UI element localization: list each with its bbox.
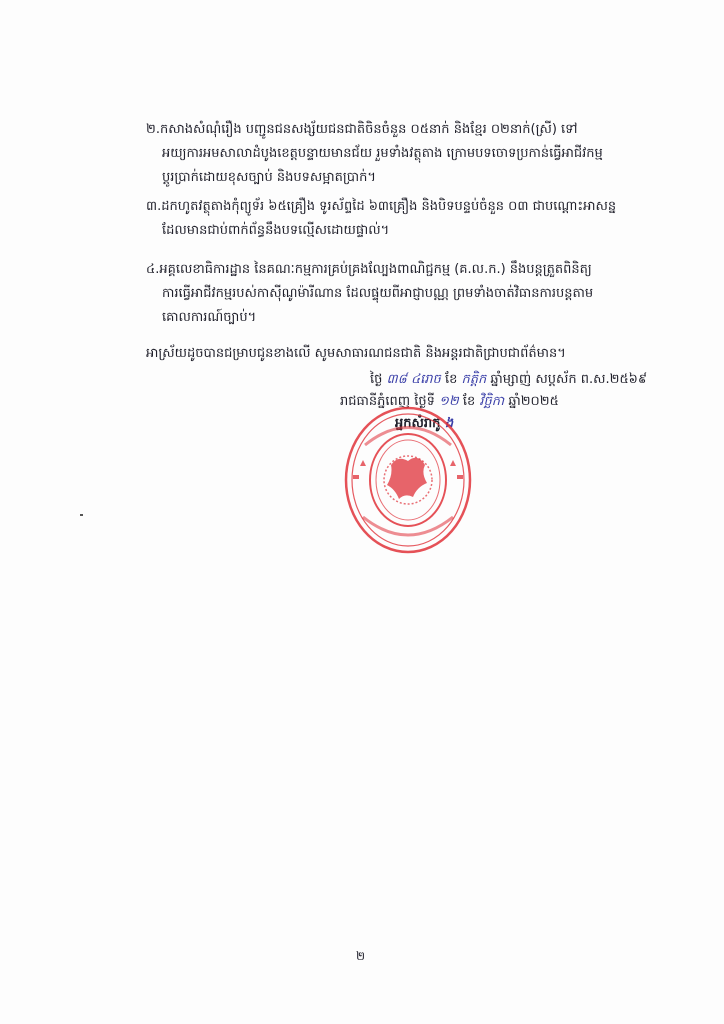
civil-month-prefix: ខែ: [462, 394, 476, 409]
list-item-line: ប្តូរប្រាក់ដោយខុសច្បាប់ និងបទសម្អាតប្រាក់។: [162, 170, 376, 185]
lunar-month-prefix: ខែ: [444, 372, 458, 387]
civil-day-handwritten: ១២: [439, 394, 459, 409]
list-item-line: អយ្យការអមសាលាដំបូងខេត្តបន្ទាយមានជ័យ រួមទាំងវត្ថុតាង ក្រោមបទចោទប្រកាន់ធ្វើអាជីវកម្ម: [162, 146, 603, 161]
list-item-line: គោលការណ៍ច្បាប់។: [162, 310, 257, 325]
signer-handwritten: ង: [444, 416, 454, 431]
civil-suffix: ឆ្នាំ២០២៥: [508, 394, 559, 409]
list-item-line: ៣.ដកហូតវត្ថុតាងកុំព្យូទ័រ ៦៥គ្រឿង ទូរស័ព្ទដៃ ៦៣គ្រឿង និងបិទបន្ទប់ចំនួន ០៣ ជាបណ្តោះអាសន្ន: [146, 199, 617, 214]
lunar-date: [370, 369, 647, 391]
list-item-line: ២.កសាងសំណុំរឿង បញ្ជូនជនសង្ស័យជនជាតិចិនចំនួន ០៥នាក់ និងខ្មែរ ០២នាក់(ស្រី) ទៅ: [146, 122, 578, 137]
lunar-suffix: ឆ្នាំម្សាញ់ សប្តស័ក ព.ស.២៥៦៩: [490, 372, 648, 387]
civil-month-handwritten: វិច្ឆិកា: [479, 394, 505, 409]
list-item-line: ៤.អគ្គលេខាធិការដ្ឋាន នៃគណៈកម្មការគ្រប់គ្រងល្បែងពាណិជ្ជកម្ម (គ.ល.ក.) នឹងបន្តត្រួតពិនិត្យ: [146, 262, 592, 277]
list-item-line: ដែលមានជាប់ពាក់ព័ន្ធនឹងបទល្មើសដោយផ្ទាល់។: [162, 223, 390, 238]
lunar-prefix: ថ្ងៃ: [370, 372, 383, 387]
list-item-2: [146, 118, 666, 190]
civil-prefix: រាជធានីភ្នំពេញ ថ្ងៃទី: [340, 394, 435, 409]
official-seal: [343, 405, 473, 555]
list-item-line: ការធ្វើអាជីវកម្មរបស់កាស៊ីណូម៉ារីណាន ដែលផ្ទុយពីអាជ្ញាបណ្ណ ព្រមទាំងចាត់វិធានការបន្តតាម: [162, 286, 594, 301]
list-item-3: [146, 195, 666, 243]
closing-paragraph: អាស្រ័យដូចបានជម្រាបជូនខាងលើ សូមសាធារណជនជាតិ និងអន្តរជាតិជ្រាបជាព័ត៌មាន។: [146, 346, 566, 361]
lunar-month-handwritten: កត្តិក: [461, 372, 487, 387]
signer-title-text: អ្នកសំរាកូ: [395, 416, 441, 431]
lunar-day-handwritten: ៣៨ ៤រោច: [386, 372, 441, 387]
list-item-4: [146, 258, 666, 330]
stray-mark: [80, 514, 83, 516]
page-number: ២: [356, 949, 366, 963]
